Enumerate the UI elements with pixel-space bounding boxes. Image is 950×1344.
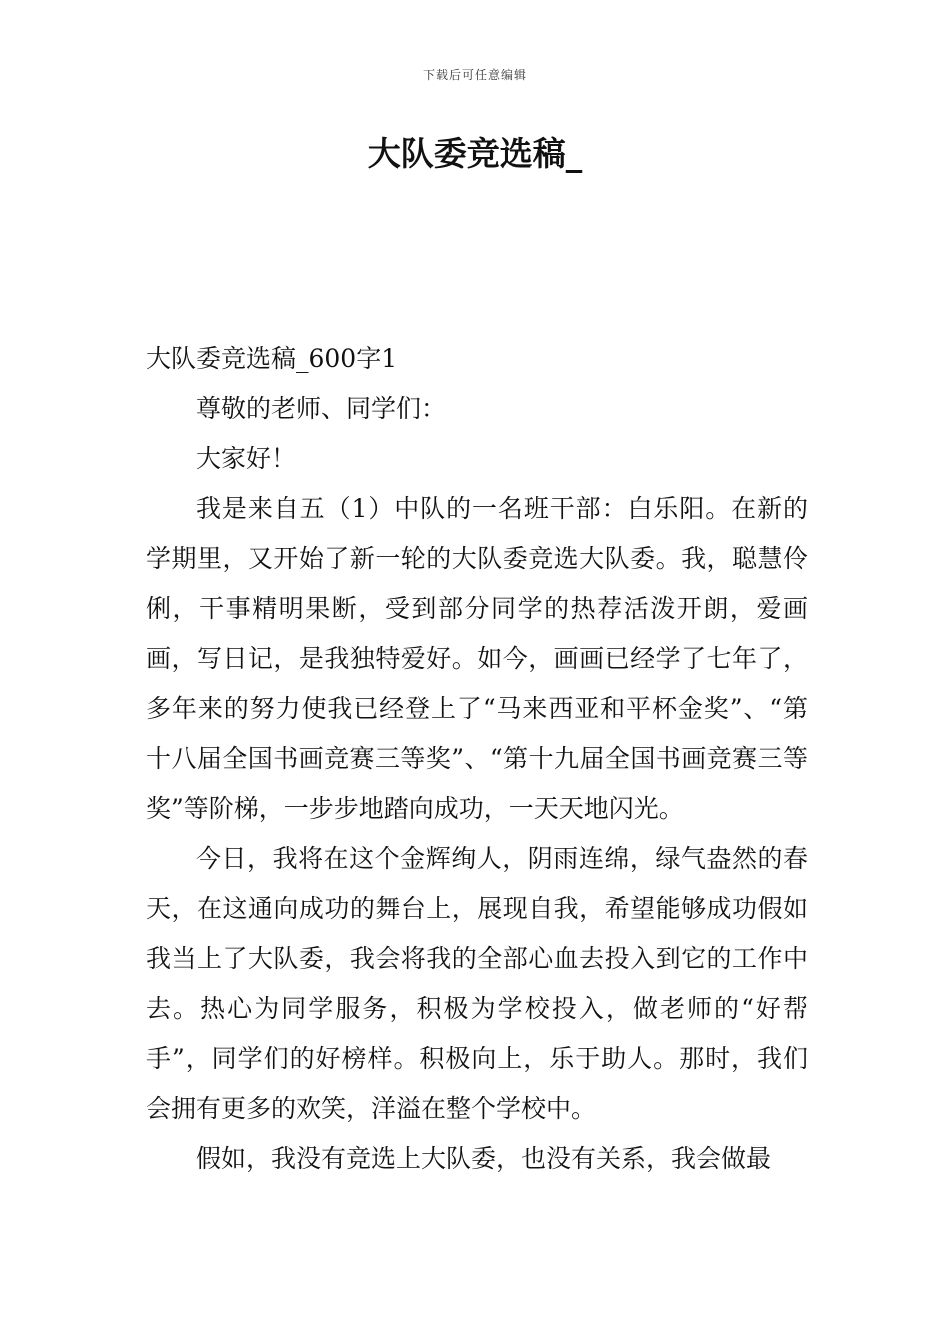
document-title: 大队委竞选稿_ [367, 134, 583, 173]
section-heading: 大队委竞选稿_600字1 [146, 344, 398, 373]
document-body [146, 334, 808, 1184]
body-paragraph: 假如，我没有竞选上大队委，也没有关系，我会做最 [196, 1144, 772, 1173]
body-paragraph: 我是来自五（1）中队的一名班干部：白乐阳。在新的学期里，又开始了新一轮的大队委竞选大队委。我，聪慧伶俐，干事精明果断，受到部分同学的热荐活泼开朗，爱画画，写日记，是我独特爱好。如今，画画已经学了七年了，多年来的努力使我已经登上了“马来西亚和平杯金奖”、“第十八届全国书画竞赛三等奖”、“第十九届全国书画竞赛三等奖”等阶梯，一步步地踏向成功，一天天地闪光。 [146, 494, 808, 823]
body-paragraph: 今日，我将在这个金辉绚人，阴雨连绵，绿气盎然的春天，在这通向成功的舞台上，展现自我，希望能够成功假如我当上了大队委，我会将我的全部心血去投入到它的工作中去。热心为同学服务，积极为学校投入，做老师的“好帮手”，同学们的好榜样。积极向上，乐于助人。那时，我们会拥有更多的欢笑，洋溢在整个学校中。 [146, 844, 808, 1123]
salutation: 尊敬的老师、同学们： [196, 394, 447, 423]
greeting: 大家好！ [196, 444, 297, 473]
header-note: 下载后可任意编辑 [422, 68, 527, 82]
